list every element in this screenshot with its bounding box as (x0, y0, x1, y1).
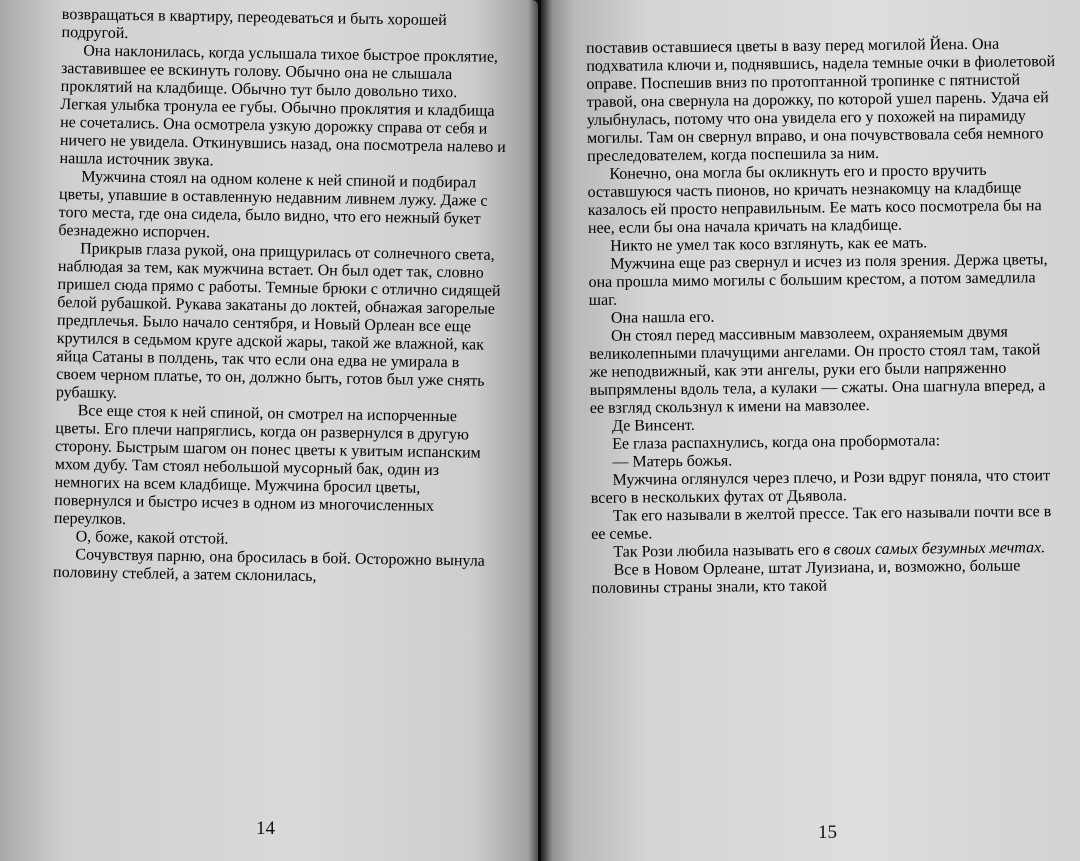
paragraph: Мужчина стоял на одном колене к ней спиной и подбирал цветы, упавшие в оставленную недавним ливнем лужу. Даже с того места, где она сидела, было видно, что его нежный букет безнадежно испорчен. (58, 168, 488, 242)
paragraph: Так его называли в желтой прессе. Так его называли почти все в ее семье. (591, 503, 1052, 543)
paragraph: Конечно, она могла бы окликнуть его и просто вручить оставшуюся часть пионов, но кричать незнакомцу на кладбище казалось ей просто неправильным. Ее мать косо посмотрела бы на нее, если бы она начала кричать на кладбище. (587, 161, 1042, 237)
paragraph: Мужчина еще раз свернул и исчез из поля зрения. Держа цветы, она прошла мимо могилы с большим крестом, а потом замедлила шаг. (588, 251, 1048, 309)
paragraph: Прикрыв глаза рукой, она прищурилась от солнечного света, наблюдая за тем, как мужчина встает. Он был одет так, словно пришел сюда прямо с работы. Темные брюки с отлично сидящей белой рубашкой. Рукава закатаны до локтей, обнажая загорелые предплечья. Было начало сентября, и Новый Орлеан все еще крутился в седьмом круге адской жары, такой же влажной, как яйца Сатаны в полдень, так что если она едва не умирала в своем черном платье, то он, должно быть, готов был уже снять рубашку. (55, 240, 501, 402)
paragraph-text: Так Рози любила называть его (613, 541, 820, 561)
italic-phrase: в своих самых безумных мечтах. (822, 539, 1046, 559)
paragraph: Сочувствуя парню, она бросилась в бой. Осторожно вынула половину стеблей, а затем склонилась, (52, 546, 485, 586)
paragraph: Он стоял перед массивным мавзолеем, охраняемым двумя великолепными плачущими ангелами. Он просто стоял там, такой же неподвижный, как эти ангелы, руки его были напряженно выпрямлены вдоль тела, а кулаки — сжаты. Она шагнула вперед, а ее взгляд скользнул к имени на мавзолее. (589, 323, 1046, 417)
page-number-left: 14 (256, 818, 275, 839)
paragraph: — Матерь божья. (612, 452, 733, 471)
page-number-right: 15 (818, 822, 837, 843)
paragraph: Де Винсент. (611, 416, 695, 435)
paragraph: Никто не умел так косо взглянуть, как ее мать. (610, 234, 928, 255)
paragraph: Мужчина оглянулся через плечо, и Рози вдруг поняла, что стоит всего в нескольких футах от Дьявола. (590, 467, 1051, 507)
paragraph: поставив оставшиеся цветы в вазу перед могилой Йена. Она подхватила ключи и, поднявшись, надела темные очки в фиолетовой оправе. Поспешив вниз по протоптанной тропинке с пятнистой травой, она свернула на дорожку, по которой ушел парень. Удача ей улыбнулась, потому что она увидела его у похожей на пирамиду могилы. Там он свернул вправо, и она почувствовала себя немного преследователем, когда поспешила за ним. (586, 35, 1056, 165)
paragraph: возвращаться в квартиру, переодеваться и быть хорошей подругой. (61, 6, 447, 43)
right-page-text (586, 35, 1062, 598)
paragraph: Все в Новом Орлеане, штат Луизиана, и, возможно, больше половины страны знали, кто такой (591, 557, 1021, 597)
book-gutter (528, 0, 552, 861)
paragraph: Все еще стоя к ней спиной, он смотрел на испорченные цветы. Его плечи напряглись, когда он развернулся в другую сторону. Быстрым шагом он понес цветы к увитым испанским мхом дубу. Там стоял небольшой мусорный бак, один из немногих на всем кладбище. Мужчина бросил цветы, повернулся и быстро исчез в одном из многочисленных переулков. (53, 402, 481, 529)
paragraph: О, боже, какой отстой. (75, 528, 229, 548)
paragraph: Ее глаза распахнулись, когда она пробормотала: (612, 432, 941, 453)
paragraph: Она наклонилась, когда услышала тихое быстрое проклятие, заставившее ее вскинуть голову. Обычно она не слышала проклятий на кладбище. Обычно тут было довольно тихо. Легкая улыбка тронула ее губы. Обычно проклятия и кладбища не сочетались. Она осмотрела узкую дорожку справа от себя и ничего не увидела. Откинувшись назад, она посмотрела налево и нашла источник звука. (59, 42, 506, 170)
left-page-text (53, 6, 508, 589)
paragraph: Она нашла его. (610, 308, 715, 327)
